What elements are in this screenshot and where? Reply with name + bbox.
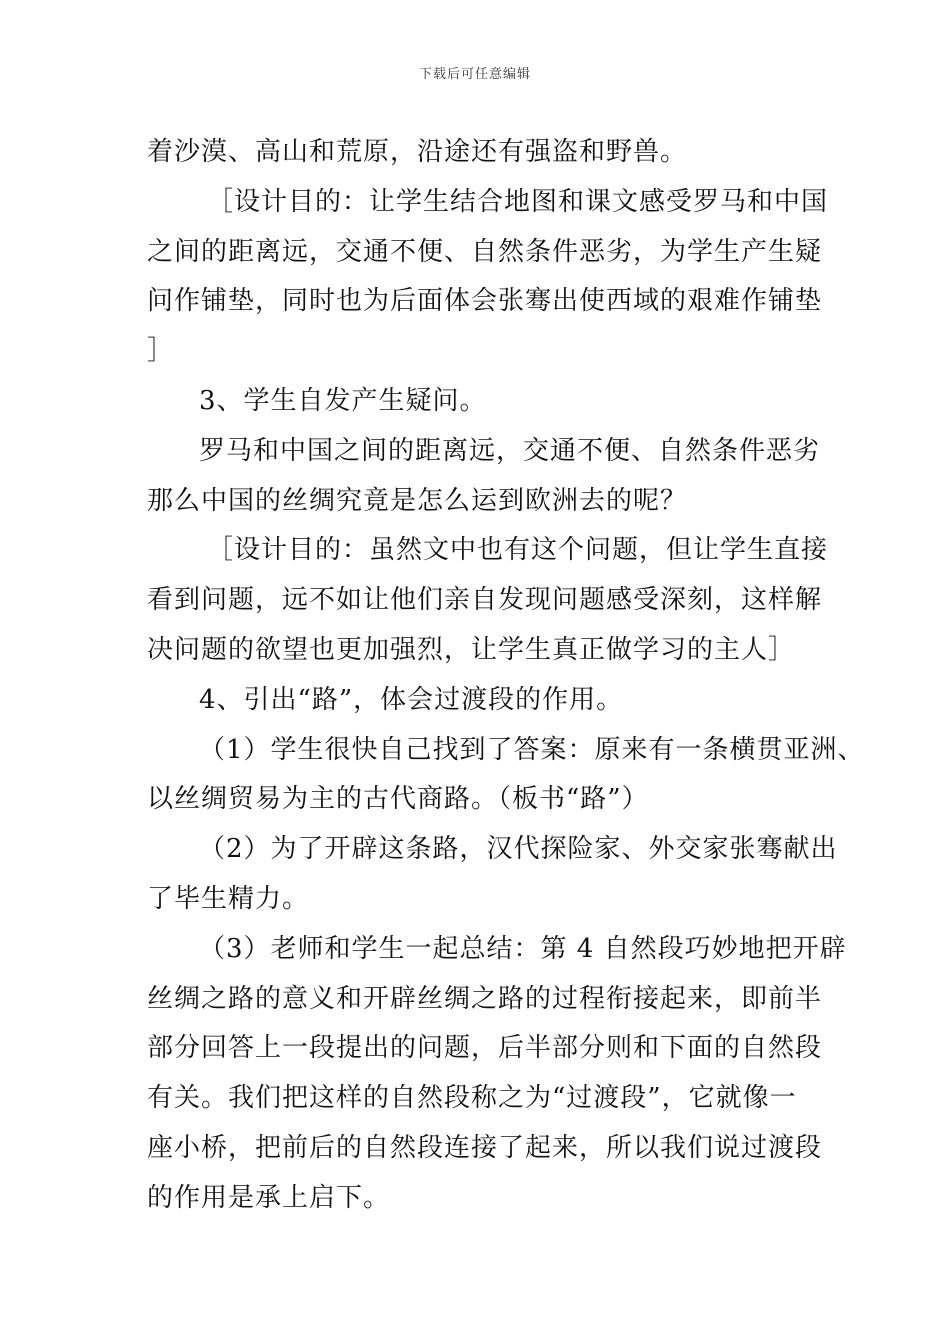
text-line: （3）老师和学生一起总结：第 4 自然段巧妙地把开辟 <box>199 933 847 964</box>
text-line: 有关。我们把这样的自然段称之为“过渡段”，它就像一 <box>147 1083 797 1114</box>
text-line: （2）为了开辟这条路，汉代探险家、外交家张骞献出 <box>199 834 838 865</box>
text-line: ［设计目的：让学生结合地图和课文感受罗马和中国 <box>207 186 829 217</box>
text-line: 丝绸之路的意义和开辟丝绸之路的过程衔接起来，即前半 <box>147 983 823 1014</box>
text-line: 了毕生精力。 <box>147 883 310 914</box>
text-line: （1）学生很快自己找到了答案：原来有一条横贯亚洲、 <box>199 734 865 765</box>
text-line: 的作用是承上启下。 <box>147 1182 391 1213</box>
text-line: ］ <box>147 336 175 367</box>
text-line: 以丝绸贸易为主的古代商路。（板书“路”） <box>147 784 649 815</box>
text-line: 问作铺垫，同时也为后面体会张骞出使西域的艰难作铺垫 <box>147 286 823 317</box>
text-line: 座小桥，把前后的自然段连接了起来，所以我们说过渡段 <box>147 1132 823 1163</box>
text-line: 罗马和中国之间的距离远，交通不便、自然条件恶劣 <box>199 435 821 466</box>
text-line: 部分回答上一段提出的问题，后半部分则和下面的自然段 <box>147 1033 823 1064</box>
page-header: 下载后可任意编辑 <box>418 67 531 82</box>
text-line: ［设计目的：虽然文中也有这个问题，但让学生直接 <box>207 535 829 566</box>
text-line: 之间的距离远，交通不便、自然条件恶劣，为学生产生疑 <box>147 236 823 267</box>
text-line: 4、引出“路”，体会过渡段的作用。 <box>199 684 624 715</box>
text-line: 着沙漠、高山和荒原，沿途还有强盗和野兽。 <box>147 137 688 167</box>
document-body <box>147 128 865 1224</box>
text-line: 3、学生自发产生疑问。 <box>199 385 487 416</box>
text-line: 那么中国的丝绸究竟是怎么运到欧洲去的呢？ <box>147 485 688 516</box>
text-line: 看到问题，远不如让他们亲自发现问题感受深刻，这样解 <box>147 585 823 616</box>
text-line: 决问题的欲望也更加强烈，让学生真正做学习的主人］ <box>147 634 796 665</box>
